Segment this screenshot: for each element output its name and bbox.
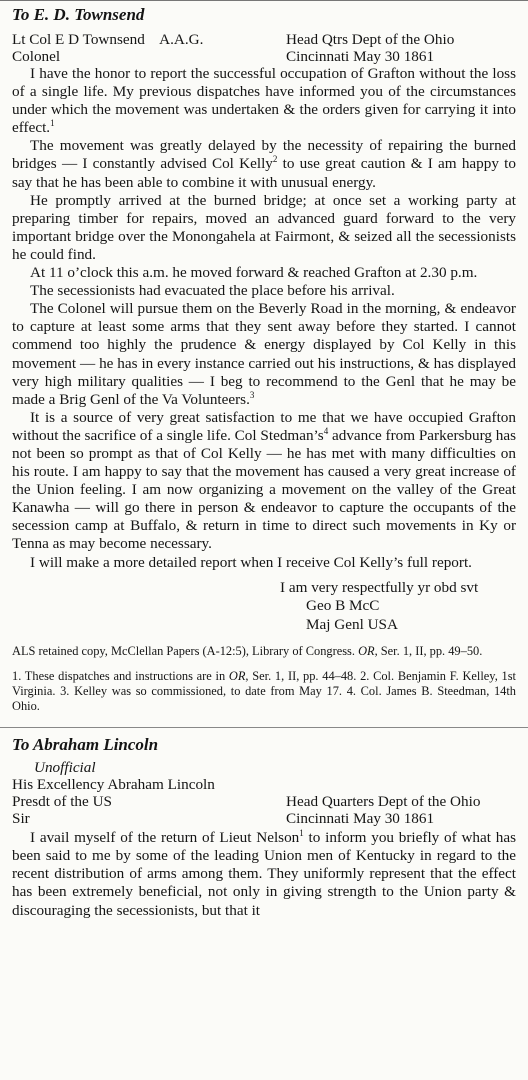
paragraph	[12, 829, 516, 919]
addressee-title: Presdt of the US	[12, 793, 112, 811]
top-border	[0, 0, 528, 1]
addressee-line: His Excellency Abraham Lincoln	[12, 776, 215, 794]
paragraph	[12, 300, 516, 409]
paragraph: He promptly arrived at the burned bridge; at once set a working party at preparing timber for repairs, moved an advanced guard forward to the very important bridge over the Monongahela at Fairmont, & seized all the secessionists he could find.	[12, 191, 516, 263]
paragraph	[12, 137, 516, 191]
letter-subheading: Unofficial	[34, 759, 96, 777]
letter-header	[12, 776, 516, 827]
salutation: Colonel	[12, 48, 61, 65]
footnote-ref: 1	[299, 828, 304, 839]
letter-heading: To E. D. Townsend	[12, 5, 145, 24]
signature: Geo B McC	[306, 597, 380, 615]
footnote-ref: 3	[249, 389, 255, 400]
source-note	[12, 644, 516, 659]
paragraph-text: to inform you briefly of what has been said to me by some of the leading Union men of Kentucky in regard to the recent distribution of arms among them. They uniformly represent that the effect has been extremely beneficial, not only in giving strength to the Union party & discouraging the secessionists, but that it	[12, 829, 516, 919]
addressee-line: Lt Col E D Townsend A.A.G.	[12, 31, 204, 48]
footnote-ref: 4	[323, 425, 329, 436]
source-abbrev: OR	[358, 644, 375, 659]
paragraph	[12, 65, 516, 137]
letter-townsend	[12, 4, 516, 714]
paragraph	[12, 409, 516, 554]
date-line: Cincinnati May 30 1861	[286, 48, 435, 65]
place-line: Head Quarters Dept of the Ohio	[286, 793, 481, 811]
paragraph-text: advance from Parkersburg has not been so prompt as that of Col Kelly — he has met with many difficulties on his route. I am happy to say that the movement has caused a very great increase of the Union feeling. I am now organizing a movement on the valley of the Great Kanawha — will go there in person & endeavor to capture the occupants of the secession camp at Buffalo, & return in time to direct such movements in Ky or Tenna as may become necessary.	[12, 426, 517, 553]
footnote-abbrev: OR	[228, 669, 246, 684]
paragraph-text: The movement was greatly delayed by the necessity of repairing the burned bridges — I constantly advised Col Kelly	[12, 137, 516, 173]
signature-title: Maj Genl USA	[306, 615, 398, 633]
footnote-ref: 1	[50, 118, 55, 129]
paragraph-text: It is a source of very great satisfaction to me that we have occupied Grafton without the sacrifice of a single life. Col Stedman’s	[12, 408, 516, 444]
paragraph-text: to use great caution & I am happy to say that he has been able to combine it with unusual energy.	[12, 155, 516, 191]
paragraph: At 11 o’clock this a.m. he moved forward & reached Grafton at 2.30 p.m.	[30, 264, 478, 282]
paragraph-text: I avail myself of the return of Lieut Nelson	[30, 829, 300, 847]
paragraph-text: The Colonel will pursue them on the Beverly Road in the morning, & endeavor to capture at least some arms that they sent away before they started. I cannot commend too highly the prudence & energy displayed by Col Kelly in this movement — he has in every instance carried out his instructions, & has displayed very high military qualities — I beg to recommend to the Genl that he may be made a Brig Genl of the Va Volunteers.	[12, 300, 516, 408]
salutation: Sir	[12, 810, 30, 828]
section-divider	[0, 727, 528, 728]
valediction: I am very respectfully yr obd svt	[280, 578, 479, 596]
paragraph: The secessionists had evacuated the place before his arrival.	[30, 282, 395, 300]
letter-header	[12, 31, 516, 65]
paragraph: I will make a more detailed report when I receive Col Kelly’s full report.	[30, 553, 472, 571]
closing-block	[280, 579, 516, 635]
footnote-text: 1. These dispatches and instructions are in	[12, 669, 229, 684]
source-text: ALS retained copy, McClellan Papers (A-12:5), Library of Congress.	[12, 644, 359, 659]
footnotes	[12, 669, 516, 714]
place-line: Head Qtrs Dept of the Ohio	[286, 31, 455, 48]
letter-heading: To Abraham Lincoln	[12, 735, 159, 755]
paragraph-text: I have the honor to report the successful occupation of Grafton without the loss of a single life. My previous dispatches have informed you of the circumstances under which the movement was undertaken & the orders given for carrying it into effect.	[12, 65, 516, 137]
footnote-text: , Ser. 1, II, pp. 44–48. 2. Col. Benjamin F. Kelley, 1st Virginia. 3. Kelley was so commissioned, to date from May 17. 4. Col. James B. Steedman, 14th Ohio.	[12, 669, 516, 714]
source-text: , Ser. 1, II, pp. 49–50.	[374, 644, 483, 659]
footnote-ref: 2	[272, 154, 278, 165]
date-line: Cincinnati May 30 1861	[286, 810, 435, 828]
letter-lincoln	[12, 734, 516, 919]
